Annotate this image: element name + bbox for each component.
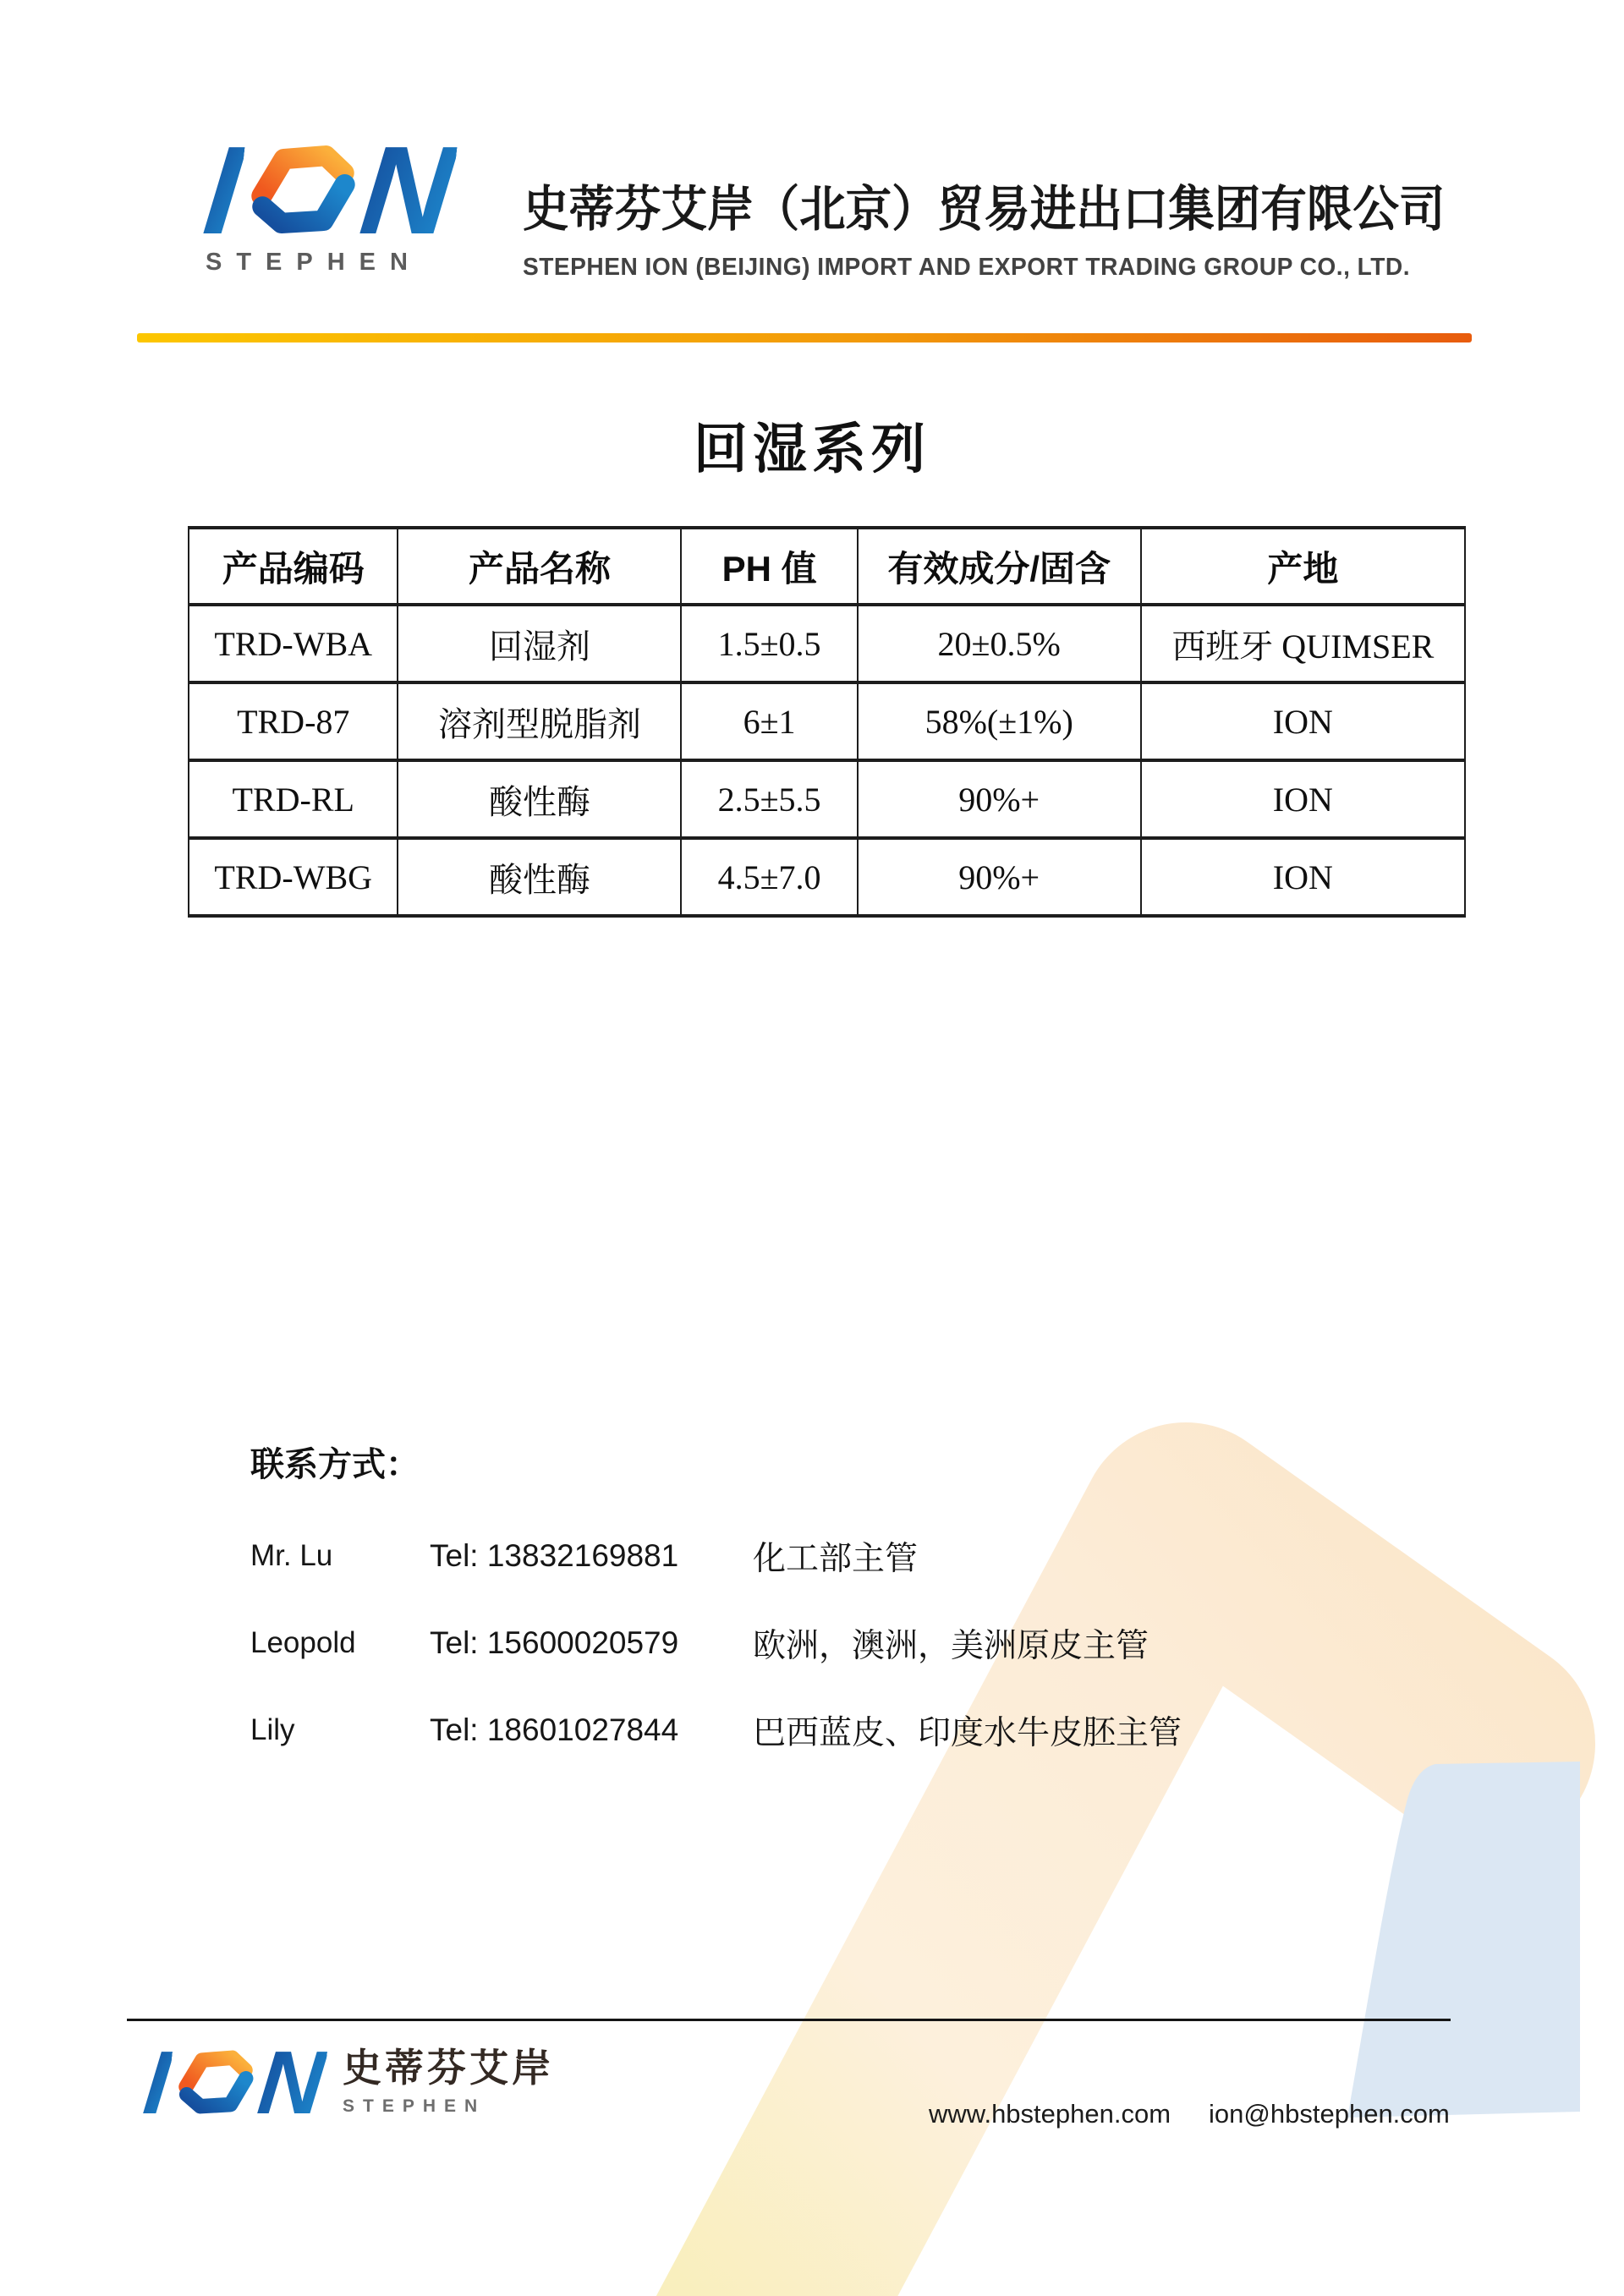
- table-cell: 4.5±7.0: [681, 838, 857, 916]
- contact-tel: Tel: 15600020579: [430, 1625, 679, 1660]
- table-header-cell: 产品编码: [189, 528, 398, 605]
- contact-row: [250, 1686, 1308, 1773]
- table-cell: TRD-87: [189, 682, 398, 760]
- table-row: [189, 605, 1465, 682]
- ion-hexagon-icon: [245, 142, 360, 237]
- table-cell: 6±1: [681, 682, 857, 760]
- table-cell: TRD-RL: [189, 760, 398, 838]
- table-cell: TRD-WBA: [189, 605, 398, 682]
- table-cell: 90%+: [858, 760, 1141, 838]
- table-row: [189, 838, 1465, 916]
- footer-divider: [127, 2019, 1451, 2021]
- footer-contact-links: [929, 2099, 1450, 2129]
- table-cell: 酸性酶: [398, 838, 681, 916]
- logo-wordmark-stephen: STEPHEN: [206, 249, 422, 276]
- table-cell: ION: [1141, 760, 1465, 838]
- table-row: [189, 760, 1465, 838]
- contact-row: [250, 1512, 1308, 1599]
- company-name-block: [523, 169, 1504, 282]
- ion-letter-i: I: [198, 120, 248, 260]
- table-header-cell: PH 值: [681, 528, 857, 605]
- table-cell: 90%+: [858, 838, 1141, 916]
- table-cell: 58%(±1%): [858, 682, 1141, 760]
- contact-tel: Tel: 18601027844: [430, 1712, 679, 1747]
- table-cell: 酸性酶: [398, 760, 681, 838]
- footer-wordmark-stephen: STEPHEN: [343, 2096, 486, 2116]
- table-cell: ION: [1141, 838, 1465, 916]
- contact-tel: Tel: 13832169881: [430, 1537, 679, 1573]
- footer-brand-cn: 史蒂芬艾岸: [343, 2046, 555, 2090]
- footer-email: ion@hbstephen.com: [1209, 2099, 1450, 2129]
- footer-brand-logo: [139, 2032, 555, 2133]
- footer-ion-logo: [139, 2032, 330, 2133]
- table-header-cell: 产地: [1141, 528, 1465, 605]
- contact-role: 欧洲，澳洲，美洲原皮主管: [753, 1627, 1149, 1664]
- table-cell: 回湿剂: [398, 605, 681, 682]
- table-cell: 2.5±5.5: [681, 760, 857, 838]
- table-header-row: [189, 528, 1465, 605]
- contact-row: [250, 1599, 1308, 1686]
- contact-heading: 联系方式：: [250, 1446, 420, 1483]
- footer-ion-letter-i: I: [139, 2032, 175, 2133]
- footer-ion-letter-n: N: [254, 2032, 330, 2133]
- table-cell: 溶剂型脱脂剂: [398, 682, 681, 760]
- ion-logo: [198, 120, 476, 260]
- table-cell: 20±0.5%: [858, 605, 1141, 682]
- table-cell: ION: [1141, 682, 1465, 760]
- contact-name: Lily: [250, 1712, 295, 1746]
- product-table-body: [189, 605, 1465, 916]
- footer-website: www.hbstephen.com: [929, 2099, 1171, 2129]
- table-cell: TRD-WBG: [189, 838, 398, 916]
- product-table: [188, 526, 1466, 918]
- footer-brand-text: [343, 2047, 554, 2117]
- contact-role: 化工部主管: [753, 1540, 919, 1577]
- contact-role: 巴西蓝皮、印度水牛皮胚主管: [753, 1714, 1182, 1751]
- table-cell: 1.5±0.5: [681, 605, 857, 682]
- header-brand-logo: [198, 120, 476, 277]
- table-header-cell: 产品名称: [398, 528, 681, 605]
- footer-ion-hexagon-icon: [174, 2048, 257, 2116]
- company-name-en: STEPHEN ION (BEIJING) IMPORT AND EXPORT TRADING GROUP CO., LTD.: [523, 254, 1411, 281]
- contact-name: Mr. Lu: [250, 1538, 333, 1572]
- table-row: [189, 682, 1465, 760]
- ion-letter-n: N: [354, 120, 460, 260]
- page-title: 回湿系列: [694, 419, 930, 479]
- header-gradient-divider: [137, 333, 1472, 342]
- table-head: [189, 528, 1465, 605]
- contact-name: Leopold: [250, 1625, 356, 1659]
- table-header-cell: 有效成分/固含: [858, 528, 1141, 605]
- company-name-cn: 史蒂芬艾岸（北京）贸易进出口集团有限公司: [523, 182, 1446, 237]
- table-cell: 西班牙 QUIMSER: [1141, 605, 1465, 682]
- contact-rows: [250, 1512, 1308, 1773]
